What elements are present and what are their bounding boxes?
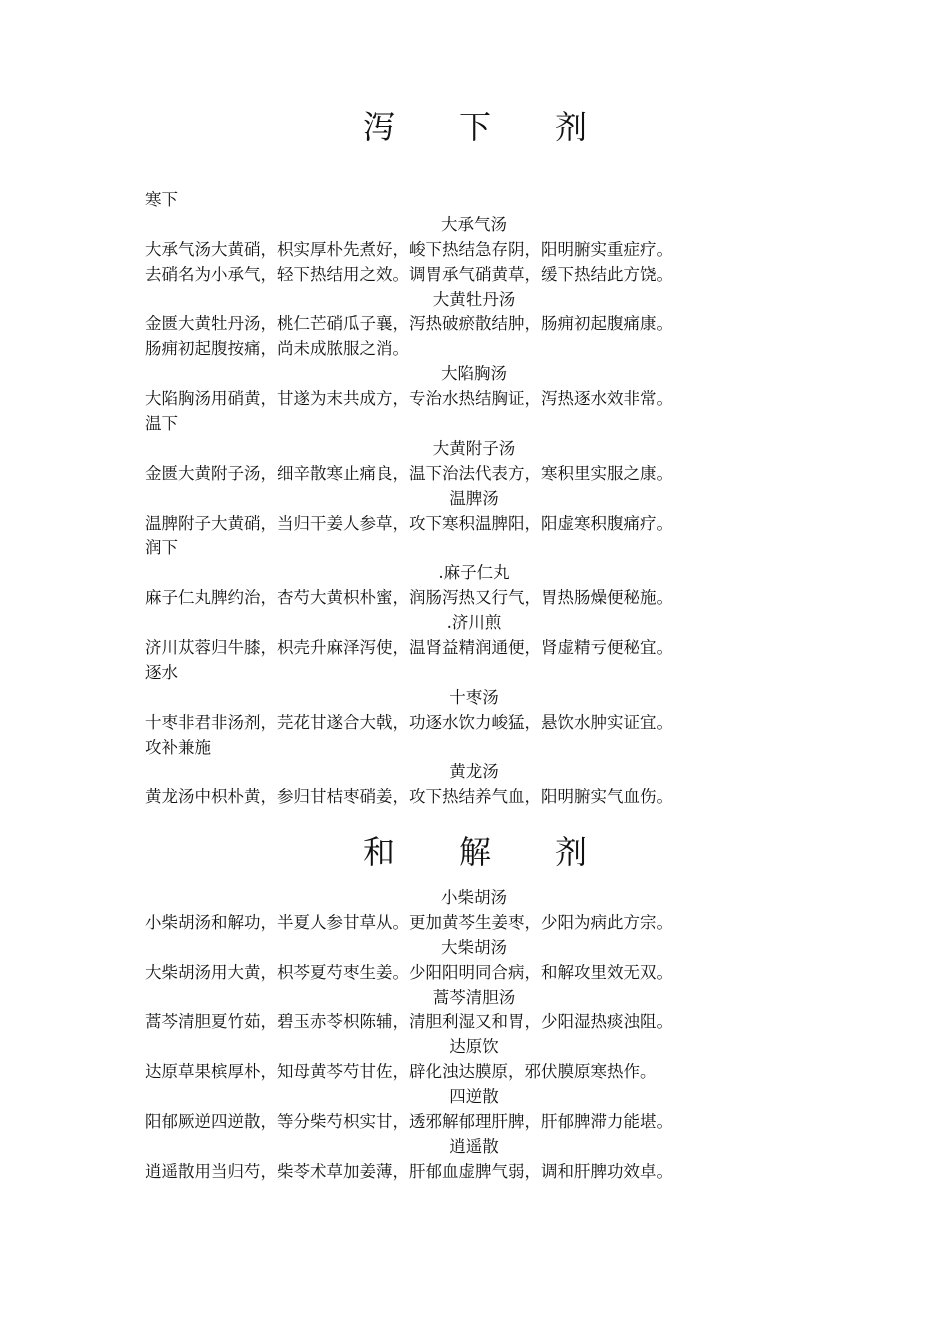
verse-line: 济川苁蓉归牛膝，枳壳升麻泽泻使，温肾益精润通便，肾虚精亏便秘宜。 [145, 638, 673, 658]
verse-line: 达原草果槟厚朴，知母黄芩芍甘佐，辟化浊达膜原，邪伏膜原寒热作。 [145, 1062, 657, 1082]
verse-line: 金匮大黄附子汤，细辛散寒止痛良，温下治法代表方，寒积里实服之康。 [145, 463, 673, 483]
section-purgative-content [145, 188, 785, 810]
formula-name: 大承气汤 [441, 214, 507, 234]
formula-name: 大柴胡汤 [441, 937, 507, 957]
category-heading: 逐水 [145, 662, 178, 682]
verse-line: 黄龙汤中枳朴黄，参归甘桔枣硝姜，攻下热结养气血，阳明腑实气血伤。 [145, 787, 673, 807]
verse-line: 蒿芩清胆夏竹茹，碧玉赤苓枳陈辅，清胆利湿又和胃，少阳湿热痰浊阻。 [145, 1012, 673, 1032]
section-harmonizing-content [145, 886, 785, 1185]
formula-name: 逍遥散 [449, 1136, 499, 1156]
verse-line: 小柴胡汤和解功，半夏人参甘草从。更加黄芩生姜枣，少阳为病此方宗。 [145, 912, 673, 932]
verse-line: 去硝名为小承气，轻下热结用之效。调胃承气硝黄草，缓下热结此方饶。 [145, 264, 673, 284]
verse-line: 逍遥散用当归芍，柴苓术草加姜薄，肝郁血虚脾气弱，调和肝脾功效卓。 [145, 1161, 673, 1181]
verse-line: 麻子仁丸脾约治，杏芍大黄枳朴蜜，润肠泻热又行气，胃热肠燥便秘施。 [145, 588, 673, 608]
formula-name: 四逆散 [449, 1087, 499, 1107]
formula-name: 小柴胡汤 [441, 888, 507, 907]
verse-line: 十枣非君非汤剂，芫花甘遂合大戟，功逐水饮力峻猛，悬饮水肿实证宜。 [145, 712, 673, 732]
section-title-harmonizing: 和 解 剂 [362, 833, 587, 871]
formula-name: 十枣汤 [449, 687, 499, 707]
formula-name: 温脾汤 [449, 488, 499, 508]
formula-name: 大黄牡丹汤 [432, 289, 516, 309]
section-title-purgative: 泻 下 剂 [362, 108, 587, 146]
formula-name: 达原饮 [449, 1037, 499, 1057]
category-heading: 润下 [145, 538, 178, 558]
verse-line: 金匮大黄牡丹汤，桃仁芒硝瓜子襄，泻热破瘀散结肿，肠痈初起腹痛康。 [145, 314, 673, 334]
verse-line: 阳郁厥逆四逆散，等分柴芍枳实甘，透邪解郁理肝脾，肝郁脾滞力能堪。 [145, 1112, 673, 1132]
verse-line: 大柴胡汤用大黄，枳芩夏芍枣生姜。少阳阳明同合病，和解攻里效无双。 [145, 962, 673, 982]
formula-name: 大陷胸汤 [441, 364, 507, 384]
formula-name: .济川煎 [446, 613, 502, 633]
formula-name: 蒿芩清胆汤 [432, 987, 516, 1007]
formula-name: 黄龙汤 [449, 762, 499, 782]
category-heading: 寒下 [145, 190, 178, 209]
verse-line: 大陷胸汤用硝黄，甘遂为末共成方，专治水热结胸证，泻热逐水效非常。 [145, 389, 673, 409]
verse-line: 大承气汤大黄硝，枳实厚朴先煮好，峻下热结急存阴，阳明腑实重症疗。 [145, 239, 673, 259]
verse-line: 肠痈初起腹按痛，尚未成脓服之消。 [145, 339, 409, 359]
formula-name: .麻子仁丸 [438, 563, 510, 583]
category-heading: 攻补兼施 [145, 737, 211, 757]
category-heading: 温下 [145, 414, 178, 434]
formula-name: 大黄附子汤 [432, 438, 516, 458]
verse-line: 温脾附子大黄硝，当归干姜人参草，攻下寒积温脾阳，阳虚寒积腹痛疗。 [145, 513, 673, 533]
